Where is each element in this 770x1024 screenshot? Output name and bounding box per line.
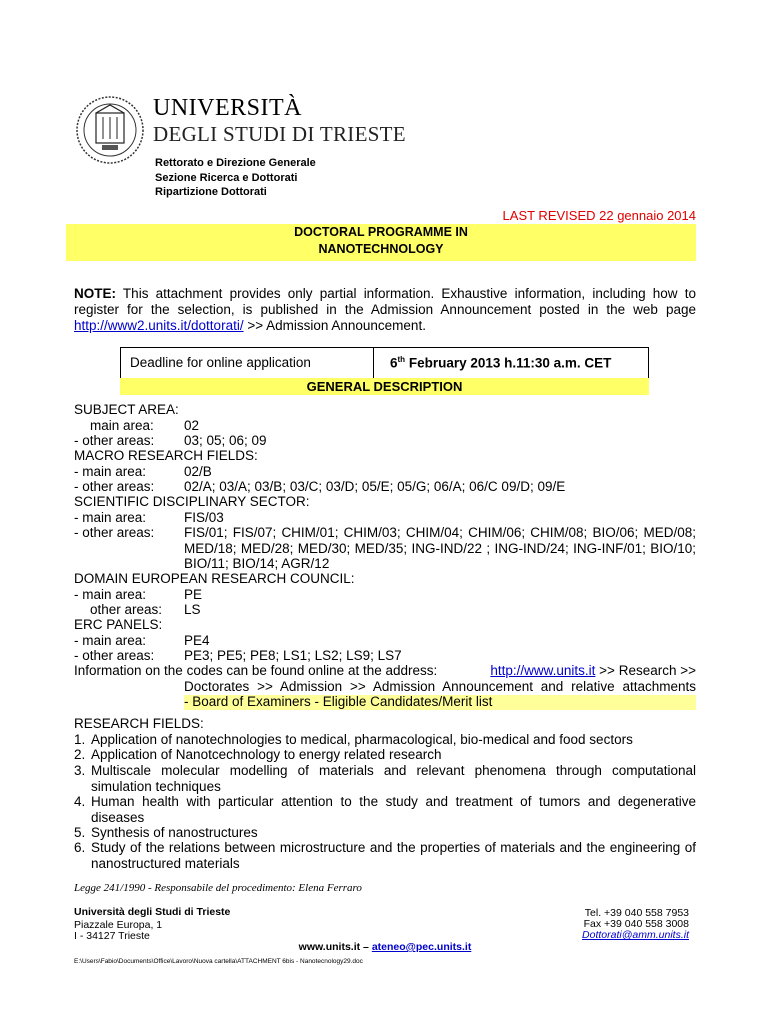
legge-note: Legge 241/1990 - Responsabile del procedimento: Elena Ferraro — [74, 882, 362, 894]
erc-domain-other-value: LS — [184, 602, 201, 617]
university-seal-icon — [72, 95, 148, 165]
note-text: This attachment provides only partial information. Exhaustive information, including how to register for the selection, is published in the Admission Announcement posted in the web page — [74, 286, 696, 317]
university-name-line1: UNIVERSITÀ — [153, 95, 302, 121]
deadline-day-suffix: th — [397, 355, 406, 364]
deadline-day: 6 — [390, 355, 398, 371]
sector-main-value: FIS/03 — [184, 510, 224, 525]
subject-main-label: main area: — [90, 418, 154, 433]
dottorati-link[interactable]: http://www2.units.it/dottorati/ — [74, 318, 244, 333]
erc-domain-other-label: other areas: — [90, 602, 163, 617]
university-name-line2: DEGLI STUDI DI TRIESTE — [153, 122, 406, 146]
programme-title-banner — [66, 224, 696, 261]
deadline-table — [120, 347, 649, 379]
macro-main-label: - main area: — [74, 464, 147, 479]
subject-main-value: 02 — [184, 418, 200, 433]
dept-line: Sezione Ricerca e Dottorati — [155, 171, 298, 184]
deadline-value — [374, 348, 648, 378]
dept-line: Ripartizione Dottorati — [155, 186, 267, 198]
sector-main-label: - main area: — [74, 510, 147, 525]
info-prefix: Information on the codes can be found online at the address: — [74, 663, 438, 678]
research-field-item: 5. Synthesis of nanostructures — [74, 825, 258, 840]
footer-university-name: Università degli Studi di Trieste — [74, 906, 231, 918]
macro-fields-heading: MACRO RESEARCH FIELDS: — [74, 448, 258, 463]
erc-panels-other-label: - other areas: — [74, 648, 155, 663]
subject-other-label: - other areas: — [74, 433, 155, 448]
note-after: >> Admission Announcement. — [243, 318, 426, 333]
research-field-item: 1. Application of nanotechnologies to medical, pharmacological, bio-medical and food sectors — [74, 732, 633, 747]
deadline-rest: February 2013 h.11:30 a.m. CET — [405, 355, 612, 371]
erc-panels-heading: ERC PANELS: — [74, 617, 163, 632]
info-line1 — [74, 663, 696, 679]
footer-website: www.units.it — [298, 941, 361, 953]
info-line1-rest: >> Research >> — [595, 663, 696, 678]
deadline-label: Deadline for online application — [121, 348, 374, 378]
footer-fax: Fax +39 040 558 3008 — [583, 918, 689, 930]
programme-title-line1: DOCTORAL PROGRAMME IN — [294, 225, 468, 239]
research-field-item: 3. Multiscale molecular modelling of materials and relevant phenomena through computational simulation techniques — [74, 763, 696, 794]
research-fields-heading: RESEARCH FIELDS: — [74, 716, 204, 731]
footer-separator: – — [360, 941, 372, 953]
footer-pec-link[interactable]: ateneo@pec.units.it — [371, 941, 472, 953]
erc-panels-other-value: PE3; PE5; PE8; LS1; LS2; LS9; LS7 — [184, 648, 402, 663]
note-paragraph — [74, 286, 696, 334]
subject-other-value: 03; 05; 06; 09 — [184, 433, 267, 448]
programme-title-line2: NANOTECHNOLOGY — [318, 242, 444, 256]
file-path: E:\Users\Fabio\Documents\Office\Lavoro\Nuova cartella\ATTACHMENT 6bis - Nanotecnology29.doc — [74, 958, 363, 965]
subject-area-heading: SUBJECT AREA: — [74, 402, 179, 417]
research-field-item: 6. Study of the relations between microstructure and the properties of materials and the engineering of nanostructured materials — [74, 840, 696, 871]
erc-domain-heading: DOMAIN EUROPEAN RESEARCH COUNCIL: — [74, 571, 355, 586]
university-name — [153, 96, 406, 145]
erc-domain-main-label: - main area: — [74, 587, 147, 602]
research-field-item: 4. Human health with particular attention to the study and treatment of tumors and degenerative diseases — [74, 794, 696, 825]
erc-panels-main-label: - main area: — [74, 633, 147, 648]
info-line3: - Board of Examiners - Eligible Candidates/Merit list — [184, 694, 493, 709]
info-line2: Doctorates >> Admission >> Admission Announcement and relative attachments — [184, 679, 696, 694]
sector-other-value: FIS/01; FIS/07; CHIM/01; CHIM/03; CHIM/04; CHIM/06; CHIM/08; BIO/06; MED/08; MED/18; MED/28; MED/30; MED/35; ING-IND/22 ; ING-IND/24; ING-INF/01; BIO/10; BIO/11; BIO/14; AGR/12 — [184, 525, 696, 571]
footer-tel: Tel. +39 040 558 7953 — [584, 907, 689, 919]
footer-address-line2: I - 34127 Trieste — [74, 930, 150, 942]
general-description-heading: GENERAL DESCRIPTION — [120, 378, 649, 395]
footer-web — [0, 941, 770, 953]
macro-other-label: - other areas: — [74, 479, 155, 494]
footer-email-link[interactable]: Dottorati@amm.units.it — [582, 929, 689, 941]
last-revised: LAST REVISED 22 gennaio 2014 — [502, 208, 696, 223]
research-field-item: 2. Application of Nanotcechnology to energy related research — [74, 747, 442, 762]
footer-address-line1: Piazzale Europa, 1 — [74, 919, 163, 931]
note-label: NOTE: — [74, 286, 116, 301]
erc-domain-main-value: PE — [184, 587, 203, 602]
units-link[interactable]: http://www.units.it — [490, 663, 596, 678]
sector-heading: SCIENTIFIC DISCIPLINARY SECTOR: — [74, 494, 310, 509]
macro-other-value: 02/A; 03/A; 03/B; 03/C; 03/D; 05/E; 05/G; 06/A; 06/C 09/D; 09/E — [184, 479, 566, 494]
erc-panels-main-value: PE4 — [184, 633, 210, 648]
sector-other-label: - other areas: — [74, 525, 155, 540]
dept-line: Rettorato e Direzione Generale — [155, 157, 316, 169]
macro-main-value: 02/B — [184, 464, 212, 479]
department-block — [155, 156, 316, 200]
